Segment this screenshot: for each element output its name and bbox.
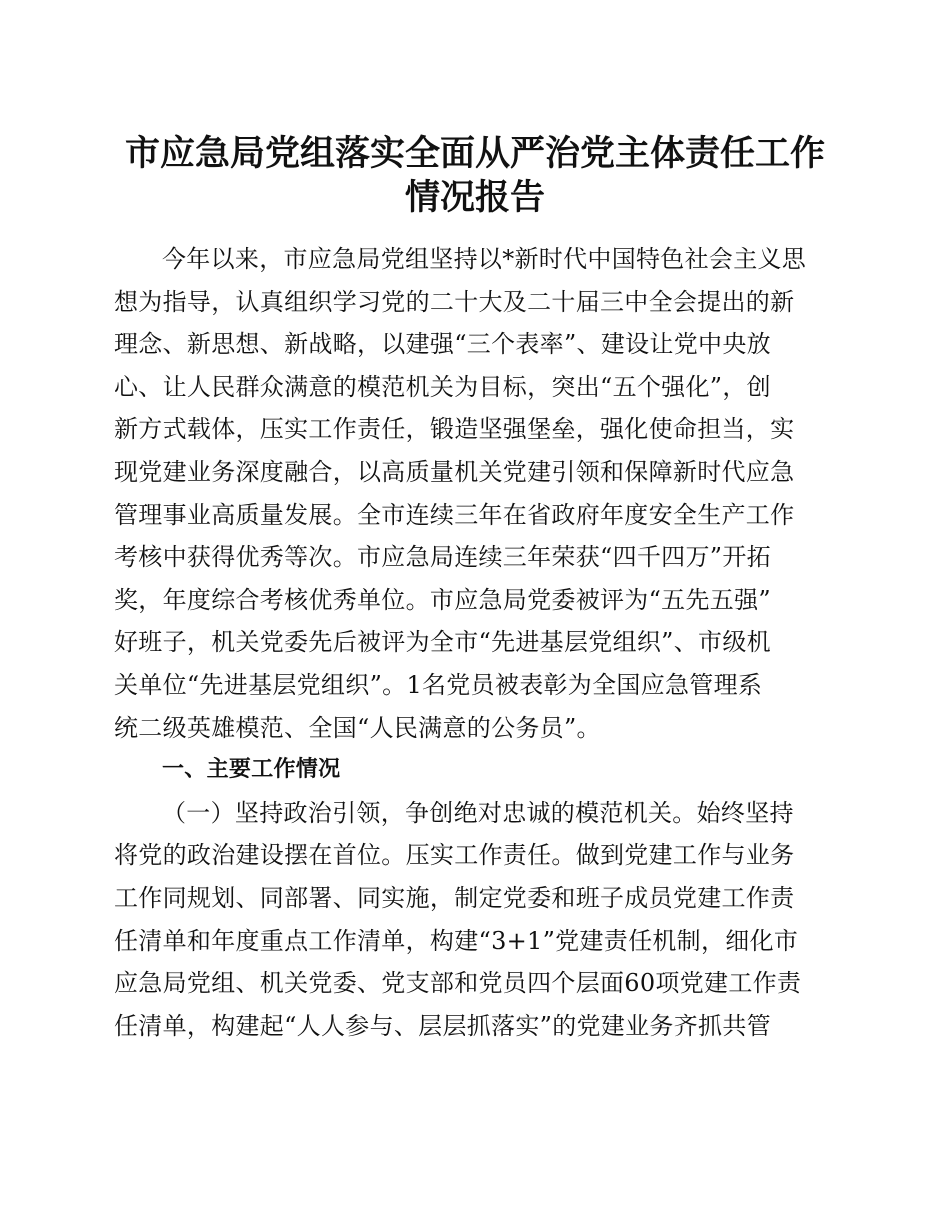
text-line: 关单位“先进基层党组织”。1名党员被表彰为全国应急管理系	[114, 670, 763, 699]
text-line: 理念、新思想、新战略，以建强“三个表率”、建设让党中央放	[114, 330, 771, 359]
text-line: 将党的政治建设摆在首位。压实工作责任。做到党建工作与业务	[114, 841, 795, 870]
paragraph-intro	[114, 238, 826, 749]
text-line: 现党建业务深度融合，以高质量机关党建引领和保障新时代应急	[114, 457, 795, 486]
text-line: 考核中获得优秀等次。市应急局连续三年荣获“四千四万”开拓	[114, 543, 771, 572]
text-line: （一）坚持政治引领，争创绝对忠诚的模范机关。始终坚持	[162, 798, 794, 827]
text-line: 统二级英雄模范、全国“人民满意的公务员”。	[114, 713, 601, 742]
text-line: 今年以来，市应急局党组坚持以*新时代中国特色社会主义思	[162, 245, 807, 273]
page-title	[110, 132, 840, 220]
paragraph-section-1	[114, 792, 826, 1048]
text-line: 好班子，机关党委先后被评为全市“先进基层党组织”、市级机	[114, 628, 771, 657]
document-body	[114, 238, 826, 1047]
text-line: 奖，年度综合考核优秀单位。市应急局党委被评为“五先五强”	[114, 585, 771, 614]
text-line: 应急局党组、机关党委、党支部和党员四个层面60项党建工作责	[114, 969, 802, 998]
text-line: 工作同规划、同部署、同实施，制定党委和班子成员党建工作责	[114, 883, 795, 912]
text-line: 想为指导，认真组织学习党的二十大及二十届三中全会提出的新	[114, 287, 795, 316]
text-line: 新方式载体，压实工作责任，锻造坚强堡垒，强化使命担当，实	[114, 415, 795, 444]
text-line: 管理事业高质量发展。全市连续三年在省政府年度安全生产工作	[114, 500, 795, 529]
title-line: 情况报告	[404, 177, 545, 218]
text-line: 任清单和年度重点工作清单，构建“3+1”党建责任机制，细化市	[114, 926, 799, 955]
title-line: 市应急局党组落实全面从严治党主体责任工作	[124, 133, 825, 174]
section-heading: 一、主要工作情况	[162, 757, 341, 783]
text-line: 任清单，构建起“人人参与、层层抓落实”的党建业务齐抓共管	[114, 1011, 771, 1040]
text-line: 心、让人民群众满意的模范机关为目标，突出“五个强化”，创	[114, 372, 771, 401]
